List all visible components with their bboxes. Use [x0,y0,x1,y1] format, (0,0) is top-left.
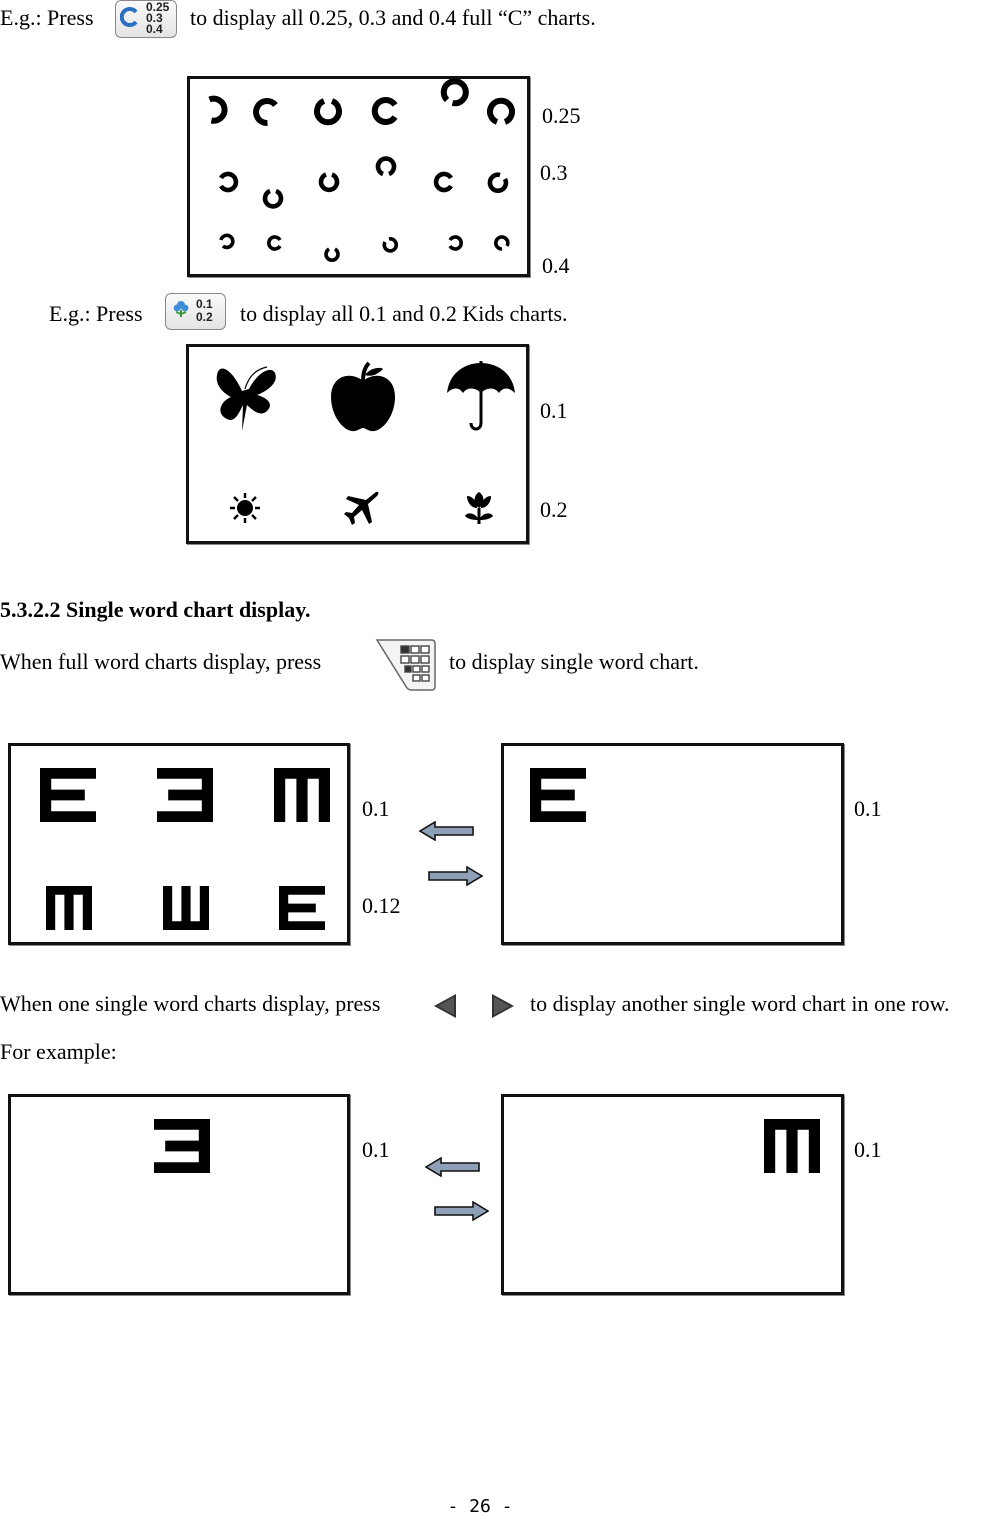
kids-button-line-2: 0.2 [196,310,213,324]
para3-prefix: When full word charts display, press [0,649,322,674]
c-row-1 [210,81,513,123]
c-chart [187,76,530,277]
c-ring [384,239,396,251]
c-ring [496,237,508,249]
tumbling-e-up [163,886,209,930]
single-e-chart [501,743,844,945]
c-row-label-1: 0.25 [542,103,581,128]
page-number: - 26 - [447,1496,513,1517]
previous-arrow-button[interactable] [432,991,460,1021]
tumbling-e-down [764,1119,820,1173]
butterfly-icon [209,361,281,433]
flower-icon [170,297,192,319]
arrow-right-icon [433,1201,489,1221]
tumbling-e-right [40,768,96,822]
full-e-row-label-1: 0.1 [362,796,390,821]
umbrella-icon [445,359,517,433]
flower-icon [461,490,497,526]
arrow-left-icon [425,1157,481,1177]
para3-suffix: to display single word chart. [449,649,699,674]
section-heading: 5.3.2.2 Single word chart display. [0,597,311,622]
kids-button-line-1: 0.1 [196,297,213,311]
c-ring [375,100,395,122]
c-row-3 [221,235,508,260]
para4-prefix: When one single word charts display, press [0,991,381,1016]
example-left-row-label: 0.1 [362,1137,390,1162]
c-ring [326,249,338,260]
single-e-row-label: 0.1 [854,796,882,821]
tumbling-e-left [154,1119,210,1173]
tumbling-e-down [274,768,330,822]
tumbling-e-right [279,886,325,930]
full-e-chart [8,743,350,945]
para1-suffix: to display all 0.25, 0.3 and 0.4 full “C” charts. [190,5,596,30]
para4-suffix: to display another single word chart in one row. [530,991,950,1016]
airplane-icon [344,490,380,526]
tumbling-e-down [46,886,92,930]
single-word-button[interactable] [375,638,437,692]
para2-suffix: to display all 0.1 and 0.2 Kids charts. [240,301,568,326]
tumbling-e-left [157,768,213,822]
c-chart-button-icon [120,7,140,27]
para2-prefix: E.g.: Press [49,301,143,326]
c-ring [378,159,394,174]
c-ring [317,101,339,122]
apple-icon [325,359,401,435]
next-arrow-button[interactable] [488,991,516,1021]
c-ring [221,174,236,190]
c-row-2 [221,159,506,207]
sun-icon [229,492,261,524]
c-ring [269,237,280,249]
landolt-c-rings [190,79,527,274]
c-ring [450,237,461,249]
kids-chart [186,344,529,544]
kids-row-label-2: 0.2 [540,497,568,522]
tumbling-e-right [530,768,586,822]
c-ring [436,174,451,190]
c-button-line-1: 0.25 [146,0,170,14]
grid-icon [375,638,437,692]
c-ring [490,175,506,191]
example-right-chart [501,1094,844,1295]
para5: For example: [0,1039,117,1064]
kids-row-label-1: 0.1 [540,398,568,423]
c-ring [321,175,337,190]
c-row-label-2: 0.3 [540,160,568,185]
example-right-row-label: 0.1 [854,1137,882,1162]
c-ring [210,99,225,121]
kids-chart-button[interactable] [165,293,226,330]
c-ring [256,101,275,123]
c-ring [265,191,281,206]
c-button-line-3: 0.4 [146,22,163,36]
c-chart-button[interactable] [115,0,177,38]
c-ring [444,81,466,103]
arrow-right-icon [427,866,483,886]
arrow-left-icon [419,821,475,841]
example-left-chart [8,1094,350,1295]
c-ring [221,235,233,247]
full-e-row-label-2: 0.12 [362,893,401,918]
c-button-line-2: 0.3 [146,11,163,25]
c-ring [490,101,512,122]
para1-prefix: E.g.: Press [0,5,94,30]
c-row-label-3: 0.4 [542,253,570,278]
